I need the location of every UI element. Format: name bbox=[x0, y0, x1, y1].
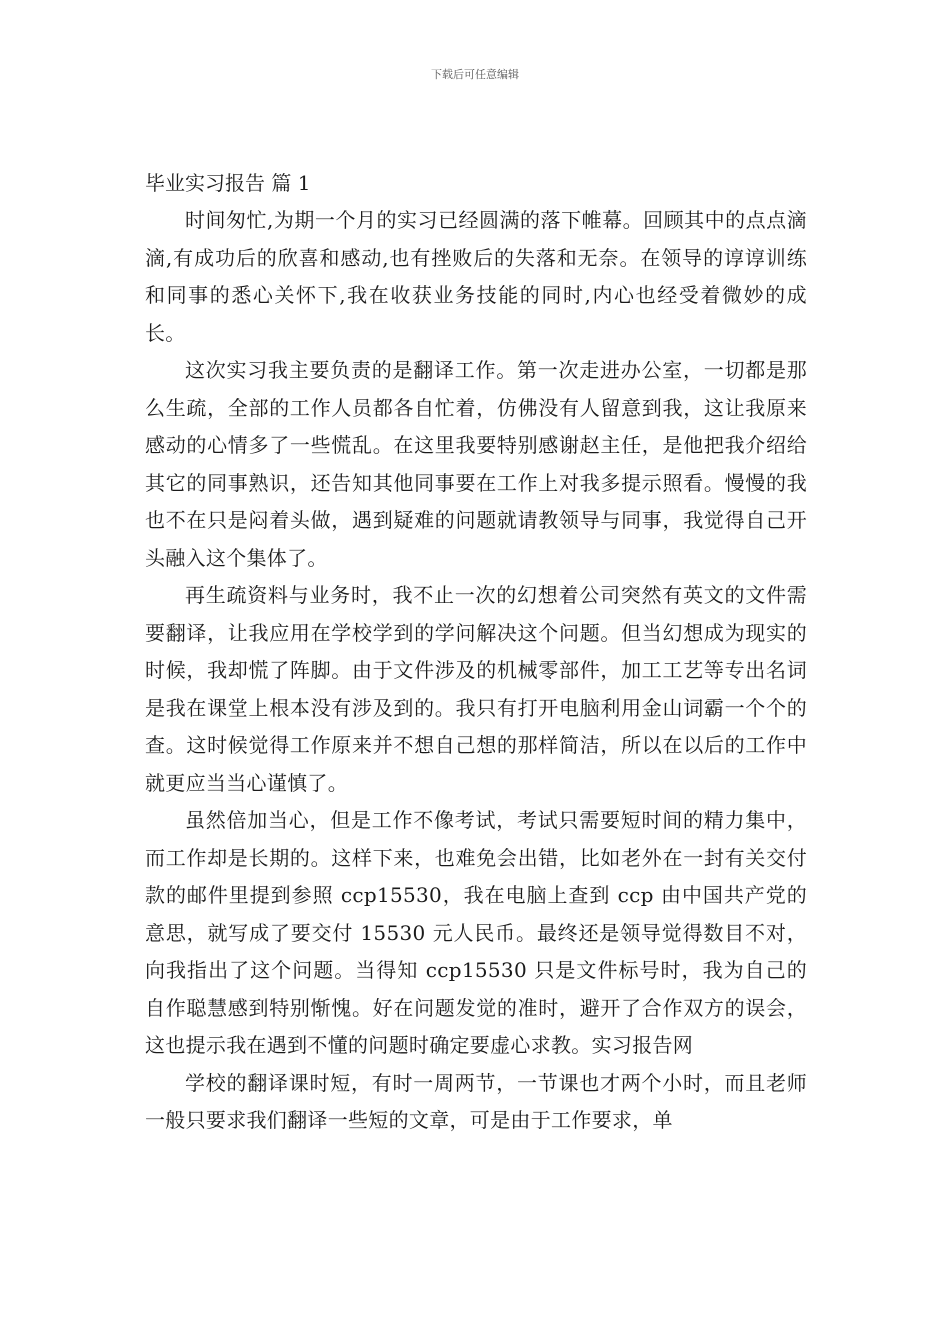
paragraph-5: 学校的翻译课时短，有时一周两节，一节课也才两个小时，而且老师一般只要求我们翻译一些短的文章，可是由于工作要求，单 bbox=[145, 1070, 807, 1132]
paragraph-4: 虽然倍加当心，但是工作不像考试，考试只需要短时间的精力集中，而工作却是长期的。这样下来，也难免会出错，比如老外在一封有关交付款的邮件里提到参照 ccp15530，我在电脑上查到 ccp 由中国共产党的意思，就写成了要交付 15530 元人民币。最终还是领导觉得数目不对，向我指出了这个问题。当得知 ccp15530 只是文件标号时，我为自己的自作聪慧感到特别惭愧。好在问题发觉的准时，避开了合作双方的误会，这也提示我在遇到不懂的问题时确定要虚心求教。实习报告网 bbox=[145, 808, 807, 1057]
document-body bbox=[145, 168, 807, 1140]
document-title: 毕业实习报告 篇 1 bbox=[145, 171, 311, 195]
page-header-note: 下载后可任意编辑 bbox=[431, 68, 519, 81]
paragraph-1: 时间匆忙,为期一个月的实习已经圆满的落下帷幕。回顾其中的点点滴滴,有成功后的欣喜和感动,也有挫败后的失落和无奈。在领导的谆谆训练和同事的悉心关怀下,我在收获业务技能的同时,内心也经受着微妙的成长。 bbox=[145, 208, 807, 345]
paragraph-2: 这次实习我主要负责的是翻译工作。第一次走进办公室，一切都是那么生疏，全部的工作人员都各自忙着，仿佛没有人留意到我，这让我原来感动的心情多了一些慌乱。在这里我要特别感谢赵主任，是他把我介绍给其它的同事熟识，还告知其他同事要在工作上对我多提示照看。慢慢的我也不在只是闷着头做，遇到疑难的问题就请教领导与同事，我觉得自己开头融入这个集体了。 bbox=[145, 358, 807, 570]
paragraph-3: 再生疏资料与业务时，我不止一次的幻想着公司突然有英文的文件需要翻译，让我应用在学校学到的学问解决这个问题。但当幻想成为现实的时候，我却慌了阵脚。由于文件涉及的机械零部件，加工工艺等专出名词是我在课堂上根本没有涉及到的。我只有打开电脑利用金山词霸一个个的查。这时候觉得工作原来并不想自己想的那样简洁，所以在以后的工作中就更应当当心谨慎了。 bbox=[145, 583, 807, 795]
